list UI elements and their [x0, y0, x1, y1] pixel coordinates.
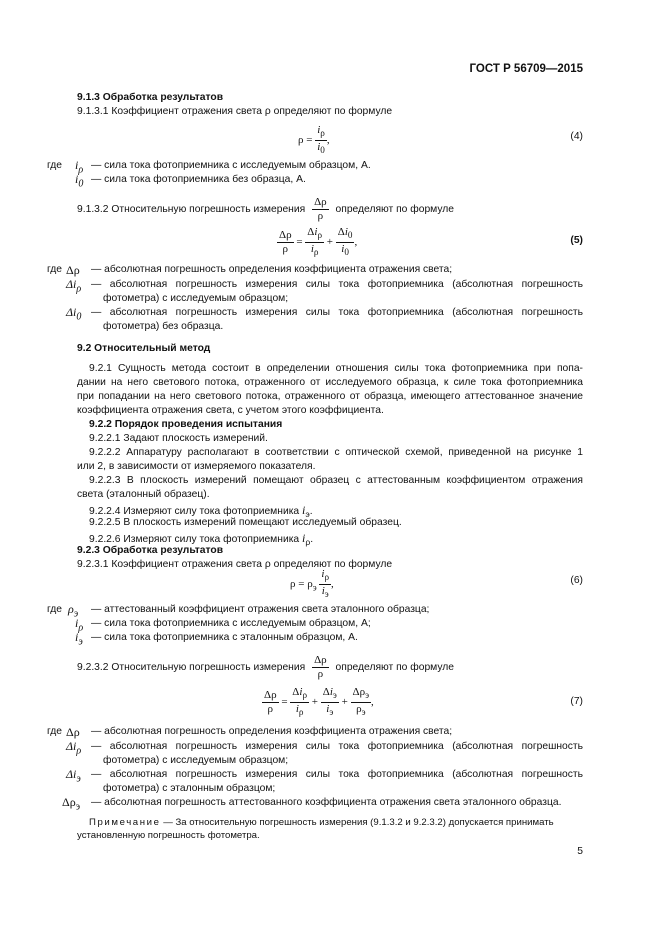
def-text: — абсолютная погрешность измерения силы тока фотоприемника (абсолютная погрешность [91, 769, 583, 780]
para-9221: 9.2.2.1 Задают плоскость измерений. [89, 433, 268, 444]
section-heading-923: 9.2.3 Обработка результатов [77, 545, 224, 556]
def-text: — сила тока фотоприемника с исследуемым образцом, А; [91, 618, 371, 629]
def-symbol: $\Delta\rho_э$ [62, 795, 81, 813]
note-text: установленную погрешность фотометра. [77, 830, 260, 841]
para-9223: 9.2.2.3 В плоскость измерений помещают образец с аттестованным коэффициентом отражения [89, 475, 583, 486]
def-text: — сила тока фотоприемника с исследуемым образцом, А. [91, 160, 371, 171]
def-text: фотометра) с исследуемым образцом; [103, 293, 289, 304]
section-heading-922: 9.2.2 Порядок проведения испытания [89, 419, 283, 430]
def-symbol: $i_0$ [75, 172, 84, 190]
formula-4-lhs: ρ = [298, 134, 313, 147]
def-symbol: $\Delta i_э$ [66, 767, 81, 785]
def-text: фотометра) с эталонным образцом; [103, 783, 276, 794]
para-9132: 9.1.3.2 Относительную погрешность измерения $\frac{\Delta\rho}{\rho}$ определяют по формуле [77, 196, 455, 222]
def-text: фотометра) с исследуемым образцом; [103, 755, 289, 766]
def-symbol: Δρ [66, 725, 80, 739]
def-symbol: $\rho_э$ [68, 602, 79, 620]
para-9224: 9.2.2.4 Измеряют силу тока фотоприемника $i_э$. [89, 503, 313, 520]
where-label: где [47, 264, 63, 275]
para-9232: 9.2.3.2 Относительную погрешность измерения $\frac{\Delta\rho}{\rho}$ определяют по формуле [77, 654, 455, 680]
def-text: — абсолютная погрешность аттестованного коэффициента отражения света эталонного образца. [91, 797, 562, 808]
formula-4-fraction: $\frac{i_\rho}{i_0}$ [317, 124, 325, 156]
para-921: 9.2.1 Сущность метода состоит в определении отношения силы тока фотоприемника при попа- [89, 363, 583, 374]
def-text: — сила тока фотоприемника без образца, А. [91, 174, 306, 185]
formula-5: $\frac{\Delta\rho}{\rho}$ = $\frac{\Delta i_\rho}{i_\rho}$ + $\frac{\Delta i_0}{i_0}$ , [279, 226, 358, 258]
def-text: — абсолютная погрешность определения коэффициента отражения света; [91, 726, 453, 737]
where-label: где [47, 726, 63, 737]
delta-rho-ratio: $\frac{\Delta\rho}{\rho}$ [314, 654, 327, 680]
def-text: — абсолютная погрешность измерения силы тока фотоприемника (абсолютная погрешность [91, 279, 583, 290]
section-heading-92: 9.2 Относительный метод [77, 343, 211, 354]
note-label: Примечание [89, 817, 161, 828]
where-label: где [47, 160, 63, 171]
formula-6-number: (6) [570, 575, 583, 586]
def-symbol: $\Delta i_0$ [66, 305, 82, 323]
formula-4: ρ = $\frac{i_\rho}{i_0}$ , [298, 124, 330, 156]
def-text: — абсолютная погрешность измерения силы тока фотоприемника (абсолютная погрешность [91, 307, 583, 318]
note-text: — За относительную погрешность измерения (9.1.3.2 и 9.2.3.2) допускается принимать [163, 817, 554, 828]
note [89, 817, 554, 828]
def-symbol: $i_\rho$ [75, 158, 84, 176]
document-id: ГОСТ Р 56709—2015 [469, 63, 583, 75]
delta-rho-ratio: $\frac{\Delta\rho}{\rho}$ [314, 196, 327, 222]
def-text: — абсолютная погрешность определения коэффициента отражения света; [91, 264, 453, 275]
def-text: — аттестованный коэффициент отражения света эталонного образца; [91, 604, 430, 615]
def-symbol: $i_э$ [75, 630, 83, 648]
para-9223: света (эталонный образец). [77, 489, 210, 500]
def-symbol: $\Delta i_\rho$ [66, 277, 82, 295]
para-9131: 9.1.3.1 Коэффициент отражения света ρ определяют по формуле [77, 106, 393, 117]
para-9226: 9.2.2.6 Измеряют силу тока фотоприемника $i_\rho$. [89, 531, 314, 548]
para-9222: или 2, в зависимости от измеряемого показателя. [77, 461, 316, 472]
def-text: — сила тока фотоприемника с эталонным образцом, А. [91, 632, 358, 643]
def-symbol: $\Delta i_\rho$ [66, 739, 82, 757]
def-symbol: $i_\rho$ [75, 616, 84, 634]
formula-4-number: (4) [570, 131, 583, 142]
page-number: 5 [577, 846, 583, 857]
where-label: где [47, 604, 63, 615]
para-921: при попадании на него светового потока, отраженного от образца, имеющего аттестованное значение [77, 391, 583, 402]
para-9225: 9.2.2.5 В плоскость измерений помещают исследуемый образец. [89, 517, 402, 528]
def-text: — абсолютная погрешность измерения силы тока фотоприемника (абсолютная погрешность [91, 741, 583, 752]
formula-7: $\frac{\Delta\rho}{\rho}$ = $\frac{\Delta i_\rho}{i_\rho}$ + $\frac{\Delta i_э}{i_э}$ + $\frac{\Delta\rho_э}{\rho_э}$ , [264, 686, 374, 718]
formula-5-number: (5) [570, 235, 583, 246]
para-9231: 9.2.3.1 Коэффициент отражения света ρ определяют по формуле [77, 559, 393, 570]
def-text: фотометра) без образца. [103, 321, 224, 332]
para-9222: 9.2.2.2 Аппаратуру располагают в соответствии с оптической схемой, приведенной на рисунке 1 [89, 447, 583, 458]
para-921: коэффициента отражения света, с учетом этого коэффициента. [77, 405, 384, 416]
formula-7-number: (7) [570, 696, 583, 707]
section-heading-913: 9.1.3 Обработка результатов [77, 92, 224, 103]
def-symbol: Δρ [66, 263, 80, 277]
formula-6: $\rho = \rho_э$ $\frac{i_\rho}{i_э}$ , [290, 568, 334, 600]
para-921: дании на него светового потока, отраженного от исследуемого образца, к силе тока фотоприемника [77, 377, 583, 388]
